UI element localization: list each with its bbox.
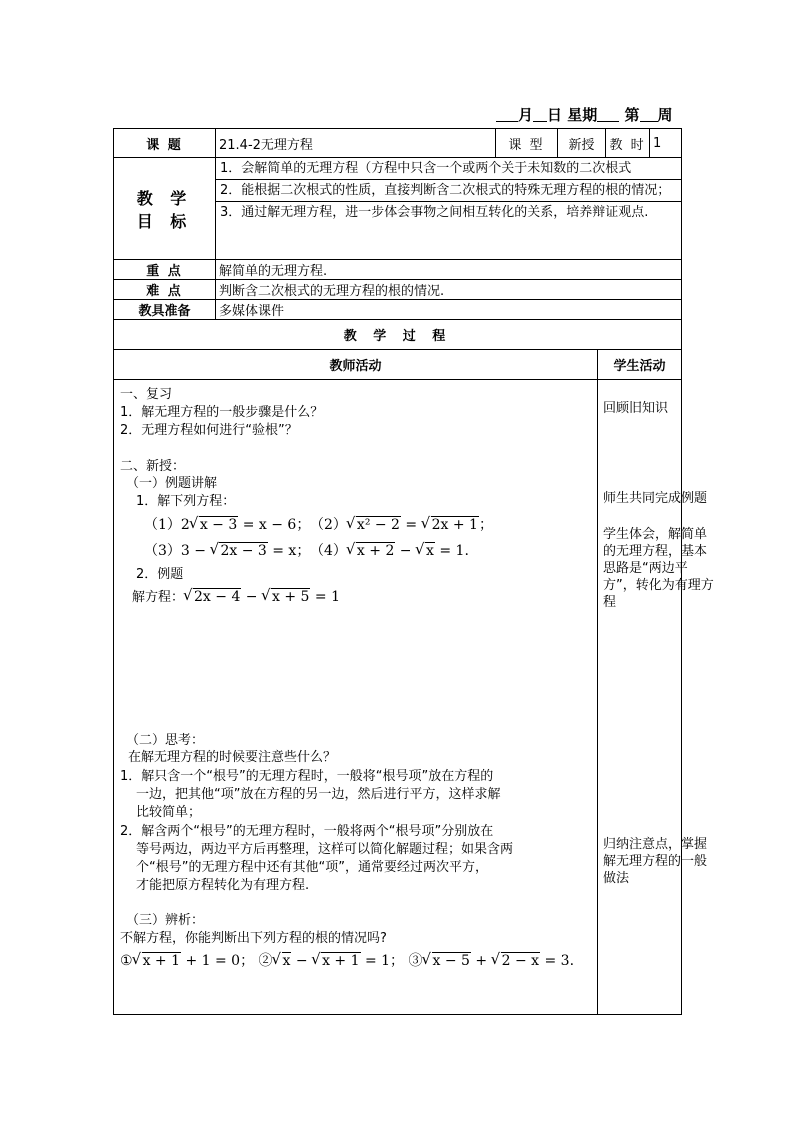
student-note-examples: 师生共同完成例题 — [603, 491, 708, 506]
review-q2: 2．无理方程如何进行“验根”？ — [120, 423, 298, 438]
review-heading: 一、复习 — [120, 387, 173, 402]
sqrt-symbol — [210, 542, 267, 560]
eq4-radicand-a: x + 2 — [356, 543, 395, 559]
goal-item-2: 2．能根据二次根式的性质，直接判断含二次根式的特殊无理方程的根的情况； — [216, 180, 681, 202]
thinking-question: 在解无理方程的时候要注意些什么？ — [128, 750, 337, 765]
eq4-prefix: （4） — [310, 543, 347, 559]
eq2-mid: = — [400, 517, 422, 533]
eq4-radicand-b: x — [426, 543, 434, 559]
lesson-plan-table — [113, 128, 714, 1015]
student-note-summary: 归纳注意点，掌握解无理方程的一般做法 — [603, 837, 708, 886]
teacher-activity-header: 教师活动 — [114, 350, 598, 380]
tools-value: 多媒体课件 — [216, 300, 682, 320]
difficulty-value: 判断含二次根式的无理方程的根的情况. — [216, 280, 682, 300]
e2-prefix: ② — [258, 953, 273, 969]
period-label: 教 时 — [606, 129, 650, 158]
sqrt-symbol — [312, 952, 360, 970]
sqrt-symbol — [184, 588, 241, 606]
new-lesson-heading: 二、新授： — [120, 459, 186, 474]
goals-row — [114, 158, 682, 260]
sqrt-symbol — [347, 516, 401, 534]
equation-1 — [144, 516, 310, 534]
week-suffix: 周 — [657, 106, 673, 124]
week-prefix: 第 — [624, 106, 640, 124]
topic-value: 21.4-2无理方程 — [216, 129, 496, 158]
thinking-p2-line3: 个“根号”的无理方程中还有其他“项”，通常要经过两次平方， — [136, 860, 488, 875]
type-value: 新授 — [558, 129, 606, 158]
review-q1: 1．解无理方程的一般步骤是什么？ — [120, 405, 324, 420]
topic-label: 课 题 — [114, 129, 216, 158]
thinking-p1-line3: 比较简单； — [136, 805, 202, 820]
part1-heading: （一）例题讲解 — [126, 476, 218, 491]
e1-suffix: + 1 = 0； — [181, 953, 255, 969]
process-title-row — [114, 320, 682, 350]
period-value: 1 — [650, 129, 682, 158]
ex2-radicand-a: 2x − 4 — [194, 589, 241, 605]
weekday-blank — [597, 107, 619, 122]
equation-3 — [144, 542, 310, 560]
thinking-p1-line1: 1．解只含一个“根号”的无理方程时，一般将“根号项”放在方程的 — [120, 769, 494, 784]
day-label: 日 — [547, 106, 563, 124]
e3-suffix: = 3. — [540, 953, 575, 969]
month-blank — [496, 107, 518, 122]
student-activity-cell — [598, 380, 714, 1015]
weekday-label: 星期 — [567, 106, 598, 124]
analysis-equations — [120, 952, 574, 970]
teacher-activity-cell — [114, 380, 598, 1015]
student-note-method: 学生体会，解简单的无理方程，基本思路是“两边平方”，转化为有理方程 — [603, 527, 714, 610]
goals-label: 教 学 目 标 — [114, 158, 216, 260]
activity-header-row — [114, 350, 682, 380]
eq3-suffix: = x； — [267, 543, 311, 559]
thinking-p2-line1: 2．解含两个“根号”的无理方程时，一般将两个“根号项”分别放在 — [120, 824, 494, 839]
thinking-p1-line2: 一边，把其他“项”放在方程的另一边，然后进行平方，这样求解 — [136, 787, 501, 802]
thinking-p2-line2: 等号两边，两边平方后再整理，这样可以简化解题过程；如果含两 — [136, 842, 514, 857]
sqrt-symbol — [347, 542, 395, 560]
analysis-prompt: 不解方程，你能判断出下列方程的根的情况吗? — [120, 931, 387, 946]
key-label: 重 点 — [114, 260, 216, 280]
e3-mid: + — [470, 953, 492, 969]
equation-4 — [310, 542, 469, 560]
ex2-suffix: = 1 — [310, 589, 340, 605]
student-note-review: 回顾旧知识 — [603, 401, 669, 416]
eq2-prefix: （2） — [310, 517, 347, 533]
activity-body-row — [114, 380, 682, 1015]
example2-title: 2．例题 — [136, 567, 184, 582]
eq2-suffix: ； — [478, 517, 493, 533]
e2-radicand-b: x + 1 — [322, 953, 360, 969]
eq1-prefix: （1）2 — [144, 517, 190, 533]
topic-row — [114, 129, 682, 158]
equation-2 — [310, 516, 493, 534]
eq2-radicand-b: 2x + 1 — [431, 517, 478, 533]
sqrt-symbol — [190, 516, 238, 534]
date-header — [496, 104, 673, 125]
month-label: 月 — [518, 106, 534, 124]
ex2-prefix: 解方程： — [132, 590, 185, 605]
ex2-mid: − — [241, 589, 262, 605]
e2-suffix: = 1； — [360, 953, 405, 969]
difficulty-label: 难 点 — [114, 280, 216, 300]
key-value: 解简单的无理方程. — [216, 260, 682, 280]
ex2-radicand-b: x + 5 — [272, 589, 310, 605]
student-activity-header: 学生活动 — [598, 350, 682, 380]
example2-equation — [132, 588, 340, 607]
sqrt-symbol — [416, 542, 435, 560]
sqrt-symbol — [423, 952, 471, 970]
eq4-mid: − — [395, 543, 416, 559]
goals-list — [216, 158, 681, 223]
analysis-heading: （三）辨析： — [126, 913, 205, 928]
e1-radicand: x + 1 — [142, 953, 180, 969]
type-label: 课 型 — [496, 129, 558, 158]
e2-mid: − — [291, 953, 313, 969]
e3-prefix: ③ — [408, 953, 423, 969]
e1-prefix: ① — [120, 953, 133, 969]
thinking-p2-line4: 才能把原方程转化为有理方程. — [136, 878, 310, 893]
goal-item-1: 1．会解简单的无理方程（方程中只含一个或两个关于未知数的二次根式 — [216, 158, 681, 180]
tools-label: 教具准备 — [114, 300, 216, 320]
process-title: 教 学 过 程 — [114, 320, 682, 350]
eq1-radicand: x − 3 — [199, 517, 238, 533]
example1-title: 1．解下列方程： — [136, 494, 236, 509]
goal-item-3: 3．通过解无理方程，进一步体会事物之间相互转化的关系，培养辩证观点. — [220, 205, 649, 220]
sqrt-symbol — [422, 516, 479, 534]
thinking-heading: （二）思考： — [126, 733, 205, 748]
e3-radicand-a: x − 5 — [432, 953, 470, 969]
day-blank — [533, 107, 547, 122]
tools-row — [114, 300, 682, 320]
eq3-prefix: （3）3 − — [144, 543, 211, 559]
eq1-suffix: = x − 6； — [238, 517, 311, 533]
difficulty-row — [114, 280, 682, 300]
sqrt-symbol — [492, 952, 540, 970]
sqrt-symbol — [133, 952, 181, 970]
goals-cell — [216, 158, 682, 260]
e3-radicand-b: 2 − x — [501, 953, 540, 969]
eq2-radicand-a: x² − 2 — [356, 517, 400, 533]
week-blank — [640, 107, 658, 122]
e2-radicand-a: x — [282, 953, 291, 969]
eq3-radicand: 2x − 3 — [220, 543, 267, 559]
sqrt-symbol — [273, 952, 292, 970]
eq4-suffix: = 1. — [434, 543, 469, 559]
key-row — [114, 260, 682, 280]
sqrt-symbol — [262, 588, 310, 606]
